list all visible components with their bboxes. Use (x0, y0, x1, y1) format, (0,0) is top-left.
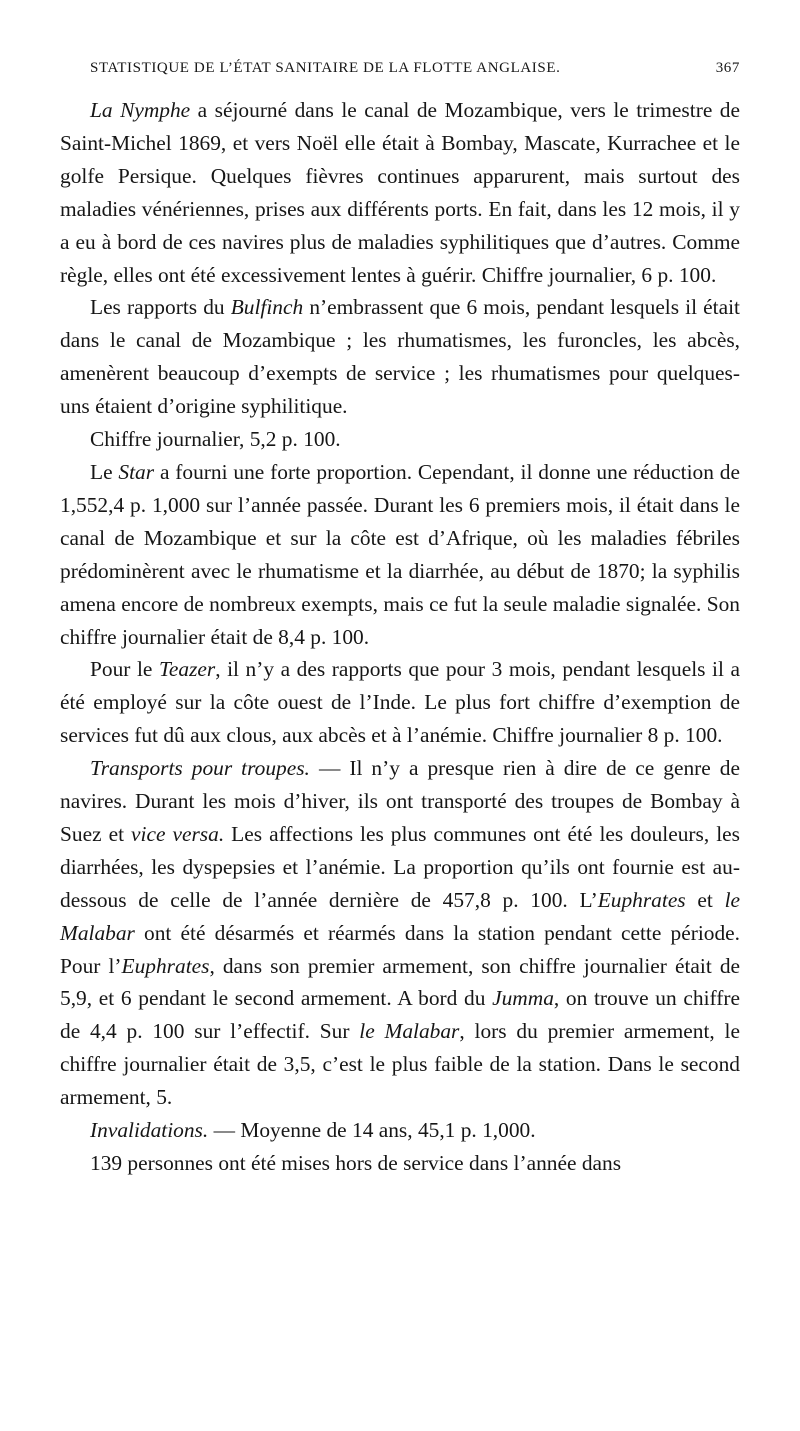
italic-text: Jumma (492, 986, 554, 1011)
text-run: Chiffre journalier, 5,2 p. 100. (90, 427, 341, 452)
italic-text: La Nymphe (90, 98, 191, 122)
text-run: Les rapports du (90, 295, 231, 320)
text-run: ont été désarmés et réarmés dans la station pendant cette période. Pour l’ (60, 920, 740, 978)
text-run: Les affections les plus communes ont été les douleurs, les diarrhées, les dyspepsies et l’anémie. La proportion qu’ils ont fournie est au-dessous de celle de l’année dernière de 457,8 p. 100. L’ (60, 821, 740, 912)
paragraph (60, 291, 740, 423)
paragraph (60, 1147, 740, 1180)
text-run: 139 personnes ont été mises hors de service dans l’année dans (90, 1151, 622, 1175)
text-run: Pour le (90, 657, 159, 682)
paragraph (60, 752, 740, 1114)
page-header (60, 60, 740, 84)
text-run: — Moyenne de 14 ans, 45,1 p. 1,000. (208, 1118, 536, 1143)
italic-text: le Malabar (359, 1019, 460, 1044)
italic-text: Euphrates (597, 887, 686, 912)
body-text (60, 94, 740, 1180)
italic-text: le Malabar (60, 887, 740, 945)
paragraph (60, 653, 740, 752)
paragraph (60, 456, 740, 653)
text-run: — Il n’y a presque rien à dire de ce genre de navires. Durant les mois d’hiver, ils ont transporté des troupes de Bombay à Suez et (60, 756, 740, 846)
text-run: n’embrassent que 6 mois, pendant lesquels il était dans le canal de Mozambique ; les rhumatismes, les furoncles, les abcès, amenèrent beaucoup d’exempts de service ; les rhumatismes pour quelques-uns étaient d’origine syphilitique. (60, 295, 741, 419)
text-run: , on trouve un chiffre de 4,4 p. 100 sur l’effectif. Sur (60, 986, 740, 1044)
italic-text: Bulfinch (230, 295, 304, 320)
running-title: STATISTIQUE DE L’ÉTAT SANITAIRE DE LA FLOTTE ANGLAISE. (90, 60, 561, 76)
page-number: 367 (715, 60, 740, 76)
text-run: Le (90, 459, 119, 484)
paragraph (60, 1114, 740, 1147)
italic-text: vice versa. (131, 821, 225, 846)
text-run: , lors du premier armement, le chiffre journalier était de 3,5, c’est le plus faible de la station. Dans le second armement, 5. (60, 1019, 740, 1110)
paragraph (60, 94, 740, 291)
document-page (60, 0, 740, 1431)
italic-text: Transports pour troupes. (90, 756, 310, 781)
text-run: a fourni une forte proportion. Cependant, il donne une réduction de 1,552,4 p. 1,000 sur l’année passée. Durant les 6 premiers mois, il était dans le canal de Mozambique et sur la côte est d’Afrique, où les maladies fébriles prédominèrent avec le rhumatisme et la diarrhée, au début de 1870; la syphilis amena encore de nombreux exempts, mais ce fut la seule maladie signalée. Son chiffre journalier était de 8,4 p. 100. (60, 459, 740, 649)
paragraph (60, 423, 740, 456)
italic-text: Star (118, 459, 155, 484)
text-run: , il n’y a des rapports que pour 3 mois, pendant lesquels il a été employé sur la côte ouest de l’Inde. Le plus fort chiffre d’exemption de services fut dû aux clous, aux abcès et à l’anémie. Chiffre journalier 8 p. 100. (60, 657, 740, 748)
text-run: et (685, 887, 725, 912)
text-run: , dans son premier armement, son chiffre journalier était de 5,9, et 6 pendant le second armement. A bord du (60, 953, 741, 1011)
italic-text: Invalidations. (90, 1118, 209, 1143)
text-run: a séjourné dans le canal de Mozambique, vers le trimestre de Saint-Michel 1869, et vers Noël elle était à Bombay, Mascate, Kurrachee et le golfe Persique. Quelques fièvres continues apparurent, mais surtout des maladies vénériennes, prises aux différents ports. En fait, dans les 12 mois, il y a eu à bord de ces navires plus de maladies syphilitiques que d’autres. Comme règle, elles ont été excessivement lentes à guérir. Chiffre journalier, 6 p. 100. (60, 98, 740, 287)
italic-text: Teazer (158, 657, 216, 682)
italic-text: Euphrates (121, 953, 210, 978)
